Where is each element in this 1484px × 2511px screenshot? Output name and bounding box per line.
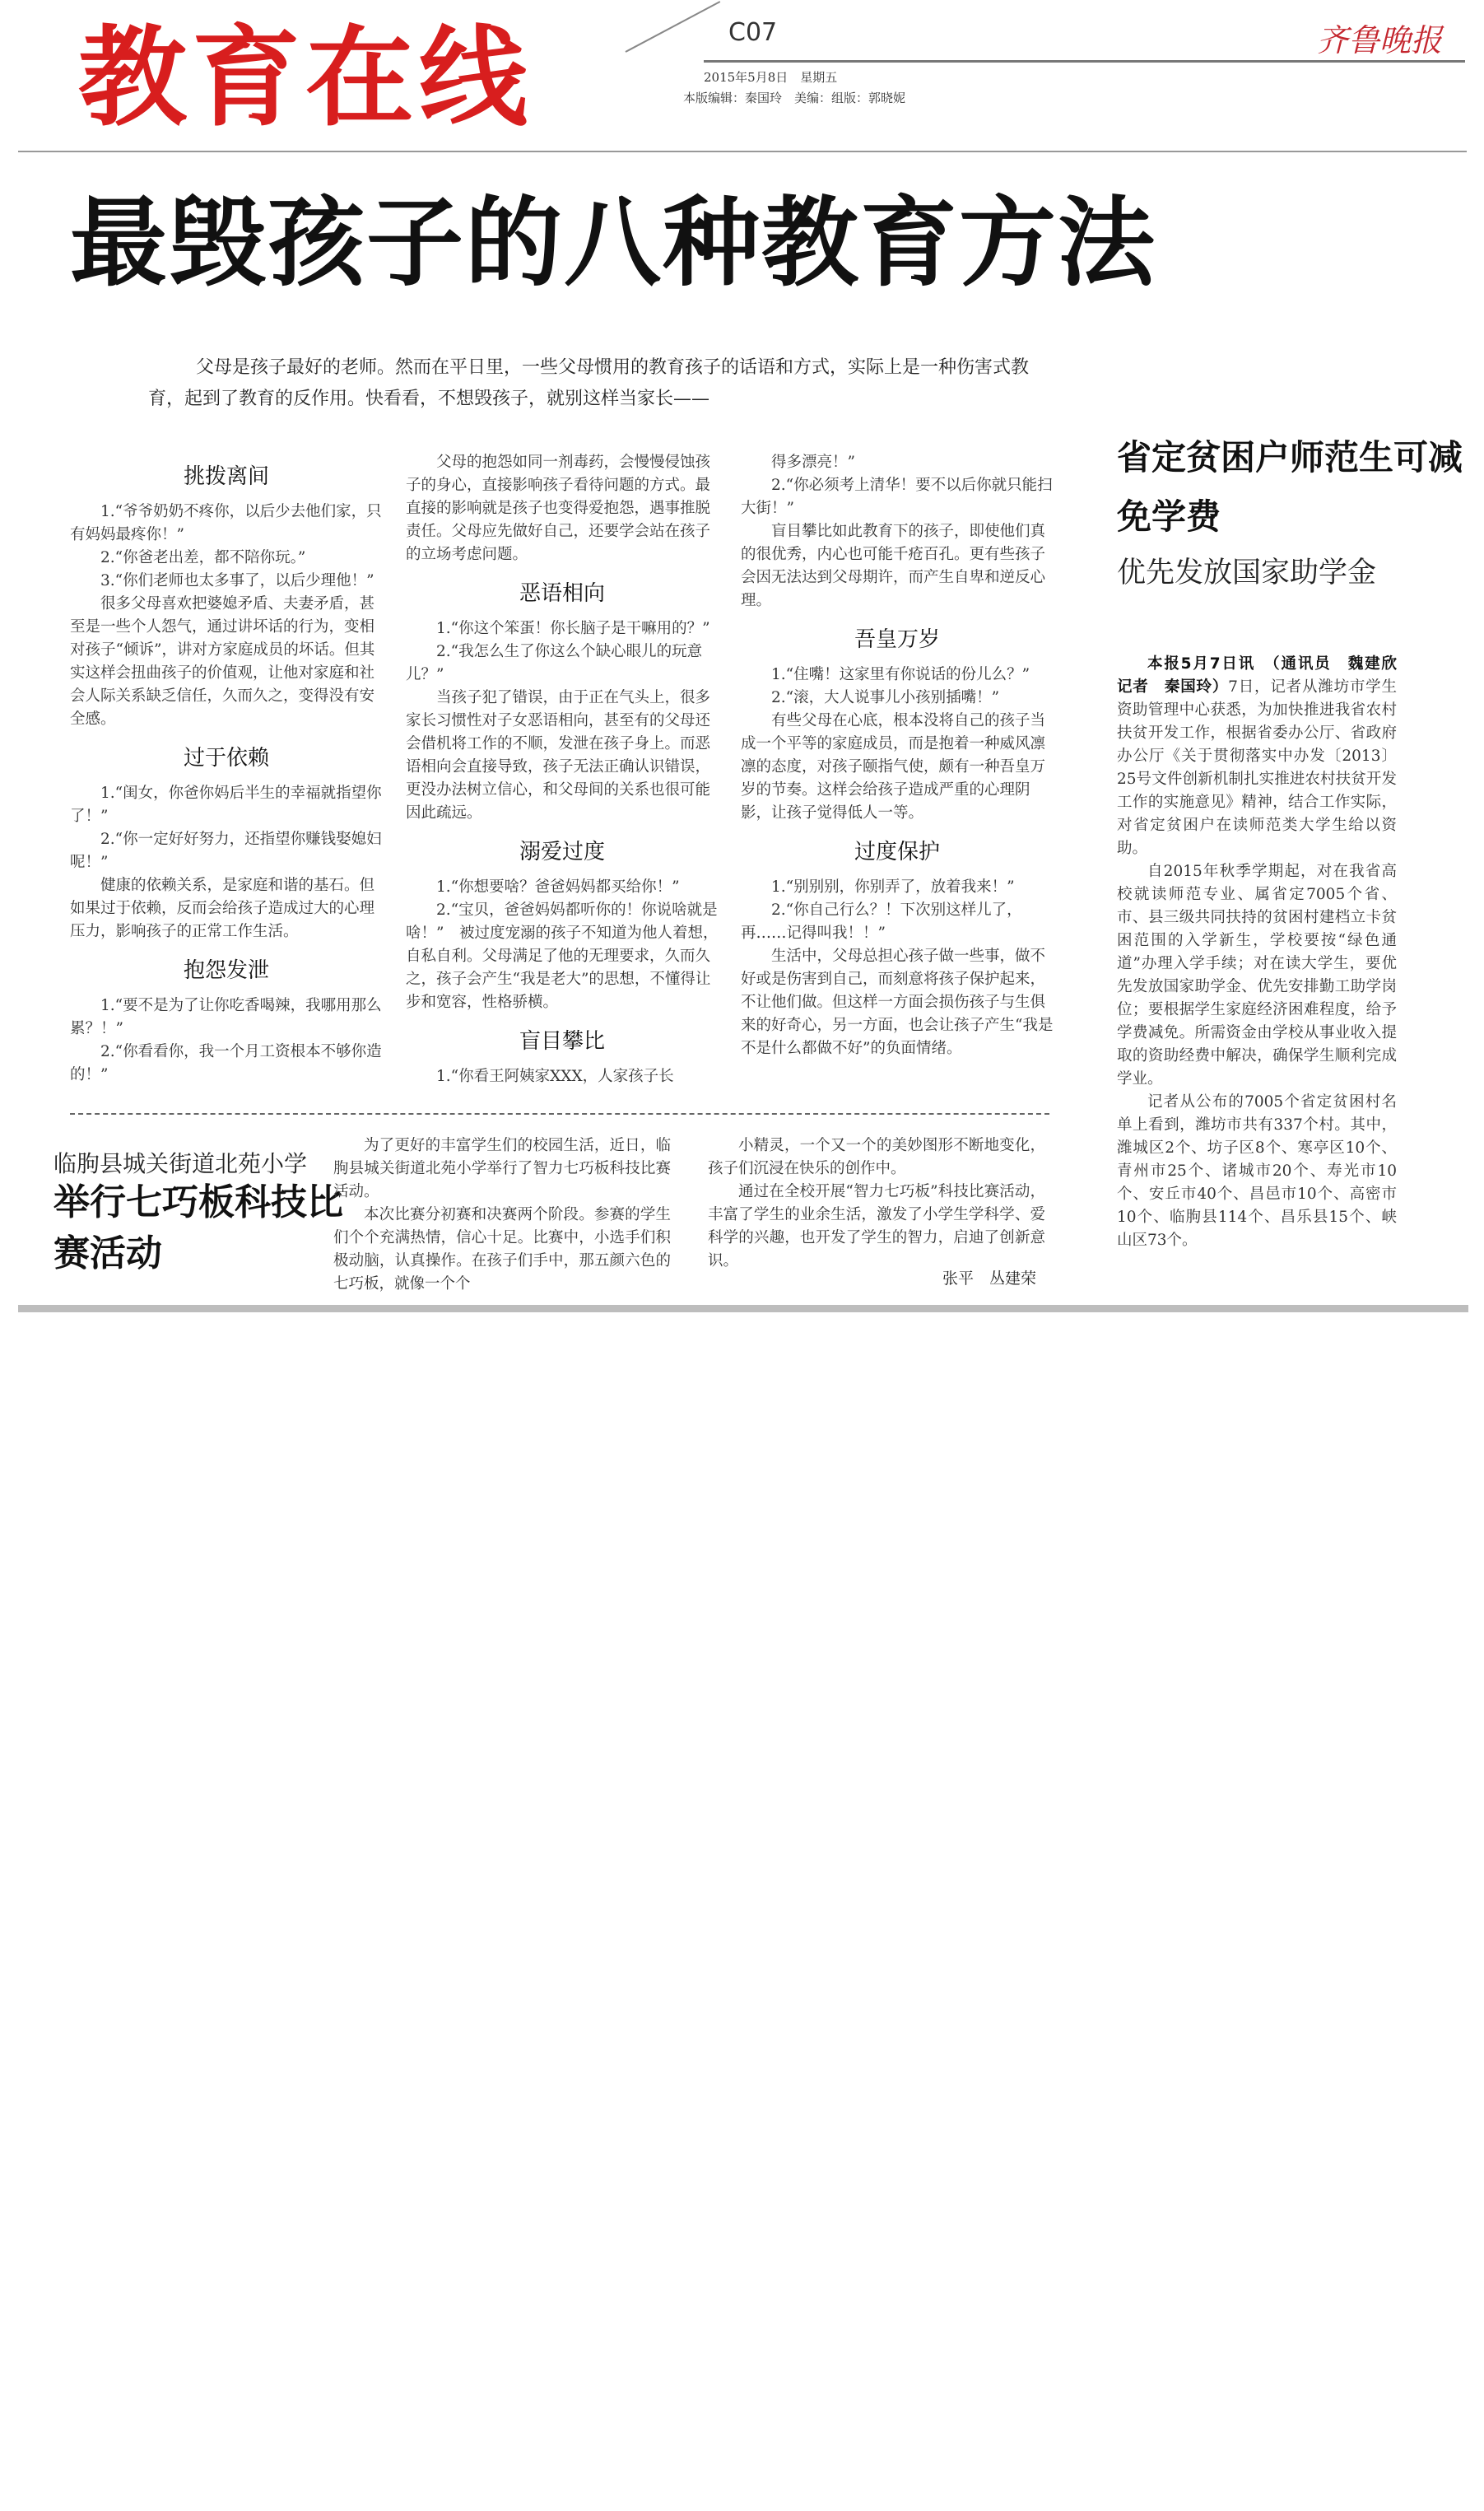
bottom-byline: 张平 丛建荣 (942, 1269, 1037, 1288)
side-subheadline: 优先发放国家助学金 (1117, 557, 1377, 589)
side-paragraph-1 (1117, 653, 1412, 860)
section-heading: 抱怨发泄 (183, 958, 269, 983)
bottom-paragraph-2: 本次比赛分初赛和决赛两个阶段。参赛的学生们个个充满热情，信心十足。比赛中，小选手们积极动脑，认真操作。在孩子们手中，那五颜六色的七巧板，就像一个个 (333, 1206, 671, 1293)
bottom-paragraph-3: 小精灵，一个又一个的美妙图形不断地变化，孩子们沉浸在快乐的创作中。 (708, 1137, 1045, 1177)
masthead-rule (704, 60, 1465, 63)
bottom-paragraph-1: 为了更好的丰富学生们的校园生活，近日，临朐县城关街道北苑小学举行了智力七巧板科技比赛活动。 (333, 1137, 671, 1200)
body-paragraph: 当孩子犯了错误，由于正在气头上，很多家长习惯性对子女恶语相向，甚至有的父母还会借机将工作的不顺，发泄在孩子身上。而恶语相向会直接导致，孩子无法正确认识错误，更没办法树立信心，和父母间的关系也很可能因此疏远。 (406, 689, 711, 822)
article-column-3 (741, 451, 1054, 1060)
bottom-column-1 (333, 1134, 671, 1296)
example-quote: 2.“宝贝，爸爸妈妈都听你的！你说啥就是啥！” 被过度宠溺的孩子不知道为他人着想，自私自利。父母满足了他的无理要求，久而久之，孩子会产生“我是老大”的思想，不懂得让步和宽容，性格骄横。 (406, 901, 719, 1011)
side-paragraph-3: 记者从公布的7005个省定贫困村名单上看到，潍坊市共有337个村。其中，潍城区2个、坊子区8个、寒亭区10个、青州市25个、诸城市20个、寿光市10个、安丘市40个、昌邑市10个、高密市10个、临朐县114个、昌乐县15个、峡山区73个。 (1117, 1093, 1397, 1249)
example-quote: 2.“你必须考上清华！要不以后你就只能扫大街！” (741, 477, 1053, 517)
issue-date: 2015年5月8日 星期五 (704, 70, 838, 85)
section-heading: 溺爱过度 (519, 840, 605, 864)
bottom-kicker: 临朐县城关街道北苑小学 (53, 1150, 308, 1177)
page-bottom-bar (18, 1305, 1468, 1312)
intro-text: 父母是孩子最好的老师。然而在平日里，一些父母惯用的教育孩子的话语和方式，实际上是一种伤害式教育，起到了教育的反作用。快看看，不想毁孩子，就别这样当家长—— (148, 357, 1030, 409)
section-heading: 吾皇万岁 (854, 627, 940, 652)
section-heading: 恶语相向 (519, 581, 605, 606)
newspaper-logo: 齐鲁晚报 (1317, 22, 1443, 58)
body-paragraph: 得多漂亮！” (771, 454, 855, 471)
example-quote: 1.“住嘴！这家里有你说话的份儿么？” (771, 666, 1030, 683)
bottom-column-2 (708, 1134, 1045, 1273)
section-heading: 挑拨离间 (183, 464, 269, 489)
masthead-divider (626, 1, 721, 53)
body-paragraph: 盲目攀比如此教育下的孩子，即使他们真的很优秀，内心也可能千疮百孔。更有些孩子会因无法达到父母期许，而产生自卑和逆反心理。 (741, 523, 1046, 609)
body-paragraph: 很多父母喜欢把婆媳矛盾、夫妻矛盾，甚至是一些个人怨气，通过讲坏话的行为，变相对孩子“倾诉”，讲对方家庭成员的坏话。但其实这样会扭曲孩子的价值观，让他对家庭和社会人际关系缺乏信任，久而久之，变得没有安全感。 (70, 595, 375, 728)
side-paragraph-1-text: 7日，记者从潍坊市学生资助管理中心获悉，为加快推进我省农村扶贫开发工作，根据省委办公厅、省政府办公厅《关于贯彻落实中办发〔2013〕25号文件创新机制扎实推进农村扶贫开发工作的实施意见》精神，结合工作实际，对省定贫困户在读师范类大学生给以资助。 (1117, 678, 1397, 857)
side-article-body (1117, 653, 1412, 1252)
section-heading: 过度保护 (854, 840, 940, 864)
editor-credits: 本版编辑：秦国玲 美编：组版：郭晓妮 (683, 91, 906, 105)
body-paragraph: 健康的依赖关系，是家庭和谐的基石。但如果过于依赖，反而会给孩子造成过大的心理压力，影响孩子的正常工作生活。 (70, 877, 375, 940)
bottom-headline: 举行七巧板科技比赛活动 (53, 1181, 343, 1274)
example-quote: 2.“你自己行么？！下次别这样儿了，再……记得叫我！！” (741, 901, 1022, 942)
example-quote: 1.“你这个笨蛋！你长脑子是干嘛用的？” (436, 620, 710, 637)
example-quote: 1.“爷爷奶奶不疼你，以后少去他们家，只有妈妈最疼你！” (70, 503, 382, 543)
example-quote: 1.“别别别，你别弄了，放着我来！” (771, 878, 1015, 896)
example-quote: 1.“闺女，你爸你妈后半生的幸福就指望你了！” (70, 785, 382, 825)
bottom-paragraph-4: 通过在全校开展“智力七巧板”科技比赛活动，丰富了学生的业余生活，激发了小学生学科学、爱科学的兴趣，也开发了学生的智力，启迪了创新意识。 (708, 1183, 1045, 1269)
example-quote: 2.“滚，大人说事儿小孩别插嘴！” (771, 689, 1000, 706)
section-heading: 过于依赖 (183, 746, 269, 771)
side-headline: 省定贫困户师范生可减免学费 (1117, 437, 1463, 537)
page-code: C07 (728, 18, 778, 47)
example-quote: 3.“你们老师也太多事了，以后少理他！” (100, 572, 374, 589)
section-divider (70, 1113, 1049, 1115)
side-lead: 本报5月7日讯 （通讯员 魏建欣 记者 秦国玲） (1117, 655, 1412, 696)
body-paragraph: 父母的抱怨如同一剂毒药，会慢慢侵蚀孩子的身心，直接影响孩子看待问题的方式。最直接的影响就是孩子也变得爱抱怨，遇事推脱责任。父母应先做好自己，还要学会站在孩子的立场考虑问题。 (406, 454, 711, 563)
body-paragraph: 生活中，父母总担心孩子做一些事，做不好或是伤害到自己，而刻意将孩子保护起来，不让他们做。但这样一方面会损伤孩子与生俱来的好奇心，另一方面，也会让孩子产生“我是不是什么都做不好”的负面情绪。 (741, 948, 1054, 1057)
body-paragraph: 有些父母在心底，根本没将自己的孩子当成一个平等的家庭成员，而是抱着一种威风凛凛的态度，对孩子颐指气使，颇有一种吾皇万岁的节奏。这样会给孩子造成严重的心理阴影，让孩子觉得低人一等。 (741, 712, 1046, 822)
example-quote: 2.“你一定好好努力，还指望你赚钱娶媳妇呢！” (70, 831, 382, 871)
article-intro (148, 352, 1037, 415)
example-quote: 2.“你爸老出差，都不陪你玩。” (100, 549, 306, 566)
header-divider (18, 151, 1467, 152)
side-paragraph-2: 自2015年秋季学期起，对在我省高校就读师范专业、属省定7005个省、市、县三级共同扶持的贫困村建档立卡贫困范围的入学新生，学校要按“绿色通道”办理入学手续；对在读大学生，要优先发放国家助学金、优先安排勤工助学岗位；要根据学生家庭经济困难程度，给予学费减免。所需资金由学校从事业收入提取的资助经费中解决，确保学生顺利完成学业。 (1117, 863, 1397, 1088)
article-column-2 (406, 451, 719, 1088)
example-quote: 1.“你想要啥？爸爸妈妈都买给你！” (436, 878, 680, 896)
example-quote: 1.“你看王阿姨家XXX，人家孩子长 (436, 1068, 674, 1085)
section-masthead-title: 教育在线 (78, 15, 533, 142)
section-heading: 盲目攀比 (519, 1029, 605, 1054)
example-quote: 1.“要不是为了让你吃香喝辣，我哪用那么累？！” (70, 997, 382, 1037)
article-column-1 (70, 451, 383, 1087)
main-headline: 最毁孩子的八种教育方法 (70, 186, 1157, 300)
example-quote: 2.“我怎么生了你这么个缺心眼儿的玩意儿？” (406, 643, 703, 683)
example-quote: 2.“你看看你，我一个月工资根本不够你造的！” (70, 1043, 382, 1083)
